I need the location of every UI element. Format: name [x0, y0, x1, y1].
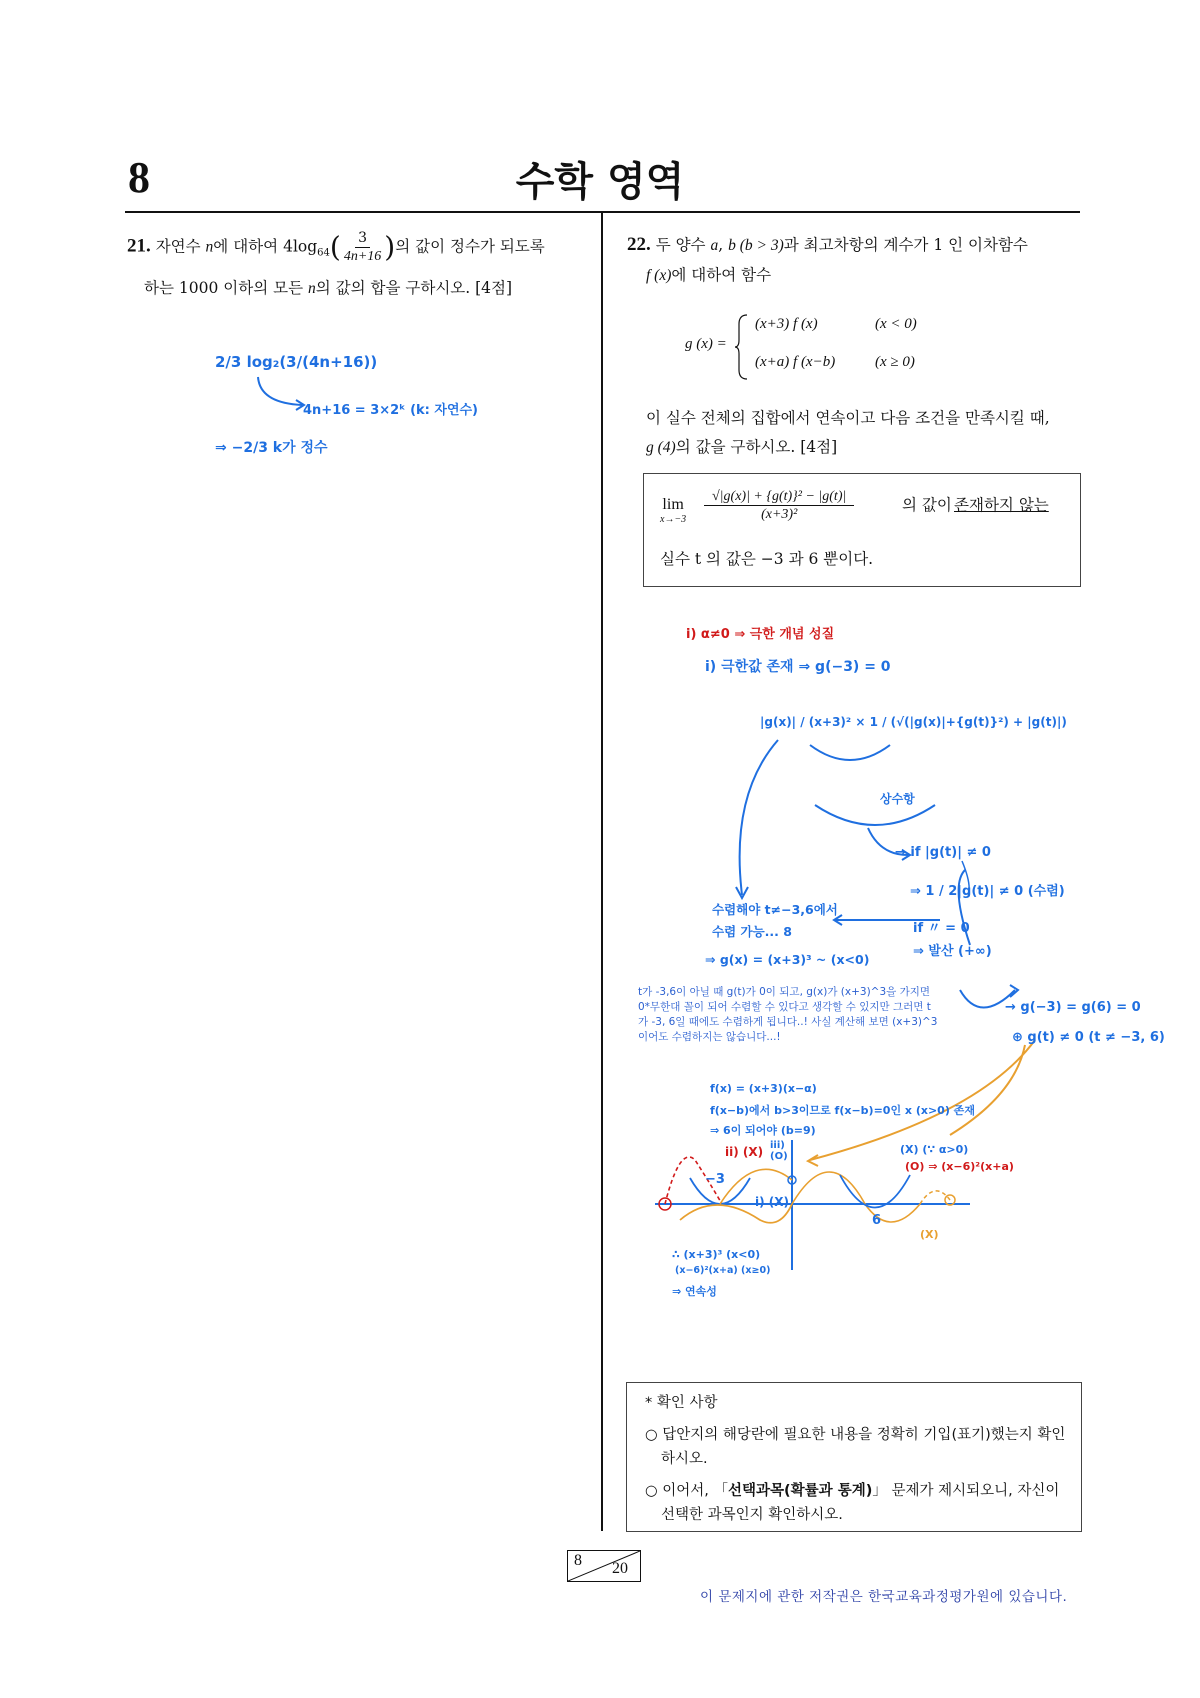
hand-note: 상수항: [880, 792, 915, 806]
cond-fraction: $\frac{\text{√|g(x)| + \{g(t)\}² − |g(t)|}}{\text{(x+3)²}}$: [704, 488, 854, 523]
hand-note: i) 극한값 존재 ⇒ g(−3) = 0: [705, 659, 891, 675]
hand-note: ⇒ 발산 (+∞): [913, 944, 992, 959]
confirmation-box: [626, 1382, 1082, 1532]
cond-text-underlined: 존재하지 않는: [954, 496, 1049, 514]
hand-note: ⇒ 1 / 2|g(t)| ≠ 0 (수렴): [910, 884, 1065, 899]
question-21: 21. 자연수 n에 대하여 $4\log_{64}$( $\frac{3}{4n+16}$ )의 값이 정수가 되도록: [127, 230, 545, 264]
page-current: 8: [574, 1552, 582, 1569]
q21-coef: 4: [283, 237, 293, 256]
question-22: 22. 두 양수 a, b (b > 3)과 최고차항의 계수가 1 인 이차함수: [627, 234, 1028, 255]
graph-label: (X): [920, 1228, 939, 1241]
condition-box: [643, 473, 1081, 587]
graph-label: i) (X): [755, 1195, 789, 1209]
cond-line2: 실수 t 의 값은 −3 과 6 뿐이다.: [660, 550, 874, 568]
q21-hand-log: 2/3 log₂(3/(4n+16)): [215, 353, 378, 371]
q21-fraction: $\frac{3}{4n+16}$: [343, 230, 382, 264]
check-item-2-cont: 선택한 과목인지 확인하시오.: [661, 1507, 843, 1523]
page-indicator: [567, 1550, 641, 1582]
hand-note: f(x) = (x+3)(x−α): [710, 1082, 817, 1095]
q22-number: 22.: [627, 234, 651, 255]
hand-note: → if |g(t)| ≠ 0: [895, 845, 991, 860]
hand-note: ⇒ 6이 되어야 (b=9): [710, 1124, 816, 1137]
hand-note: (x−6)²(x+a) (x≥0): [675, 1265, 771, 1276]
cond-text: 의 값이: [902, 496, 952, 514]
q21-number: 21.: [127, 235, 151, 257]
hand-note: f(x−b)에서 b>3이므로 f(x−b)=0인 x (x>0) 존재: [710, 1104, 975, 1117]
graph-label: −3: [705, 1172, 725, 1187]
page-total: 20: [612, 1560, 628, 1577]
q21-text: 의 값이 정수가 되도록: [395, 237, 545, 256]
q21-text: 자연수: [155, 237, 201, 256]
q21-hand-arrow: [250, 375, 310, 415]
hand-note: ⇒ 연속성: [672, 1285, 717, 1298]
q21-base: 64: [317, 247, 330, 259]
graph-label: iii) (O): [770, 1140, 788, 1162]
graph-label: (X) (∵ α>0): [900, 1143, 969, 1156]
hand-note: 수렴해야 t≠−3,6에서: [712, 902, 838, 917]
check-title: * 확인 사항: [645, 1395, 718, 1411]
q22-line2: f (x)에 대하여 함수: [646, 266, 772, 284]
hand-note: ⇒ g(x) = (x+3)³ ~ (x<0): [705, 952, 870, 967]
hand-red-note: i) α≠0 ⇒ 극한 개념 성질: [686, 627, 835, 642]
graph-label: (O) ⇒ (x−6)²(x+a): [905, 1160, 1014, 1173]
hand-note: ⊕ g(t) ≠ 0 (t ≠ −3, 6): [1012, 1030, 1165, 1045]
hand-note: ∴ (x+3)³ (x<0): [672, 1248, 761, 1261]
graph-label: 6: [872, 1213, 882, 1228]
copyright-notice: 이 문제지에 관한 저작권은 한국교육과정평가원에 있습니다.: [700, 1589, 1068, 1605]
q21-text: 에 대하여: [213, 237, 279, 256]
q22-piecewise: g (x) = (x+3) f (x) (x < 0) (x+a) f (x−b) (x ≥ 0): [685, 312, 945, 382]
cond-limit: lim x→−3: [660, 496, 687, 525]
q21-var: n: [205, 238, 214, 256]
check-item-1: ○ 답안지의 해당란에 필요한 내용을 정확히 기입(표기)했는지 확인: [645, 1427, 1066, 1443]
page-number: 8: [128, 153, 150, 202]
hand-note: if 〃 = 0: [913, 921, 970, 936]
check-item-1-cont: 하시오.: [661, 1451, 708, 1467]
hand-note: 수렴 가능... 8: [712, 924, 792, 939]
q22-line3: 이 실수 전체의 집합에서 연속이고 다음 조건을 만족시킬 때,: [646, 409, 1050, 427]
q22-line4: g (4)의 값을 구하시오. [4점]: [646, 438, 838, 456]
hand-formula: |g(x)| / (x+3)² × 1 / (√(|g(x)|+{g(t)}²) + |g(t)|): [760, 715, 1067, 729]
q21-line2: 하는 1000 이하의 모든 n의 값의 합을 구하시오. [4점]: [144, 279, 513, 297]
check-item-2: ○ 이어서, 「선택과목(확률과 통계)」 문제가 제시되오니, 자신이: [645, 1483, 1060, 1499]
q21-hand-eq: 4n+16 = 3×2ᵏ (k: 자연수): [303, 403, 478, 418]
column-divider: [601, 213, 603, 1531]
graph-label: ii) (X): [725, 1145, 764, 1159]
explanatory-note: t가 -3,6이 아닐 때 g(t)가 0이 되고, g(x)가 (x+3)^3을 가지면 0*무한대 꼴이 되어 수렴할 수 있다고 생각할 수 있지만 그러면 t가 -3, 6일 때에도 수렴하게 됩니다..! 사실 계산해 보면 (x+3)^3이어도 수렴하지는 않습니다...!: [638, 986, 938, 1043]
q21-log: log: [292, 237, 318, 256]
page-title: 수학 영역: [515, 159, 685, 205]
hand-note: → g(−3) = g(6) = 0: [1005, 1000, 1141, 1015]
q21-hand-concl: ⇒ −2/3 k가 정수: [215, 440, 328, 456]
